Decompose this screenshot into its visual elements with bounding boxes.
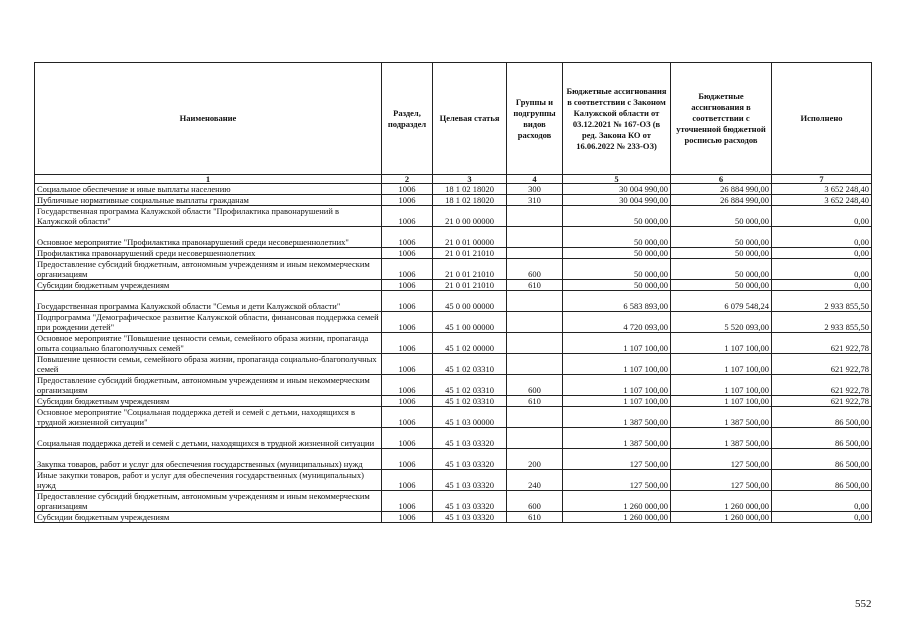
row-section-cell: 1006: [382, 333, 433, 354]
row-section-cell: 1006: [382, 259, 433, 280]
row-group-cell: 240: [507, 470, 563, 491]
row-refined-amount-cell: 50 000,00: [671, 259, 772, 280]
row-executed-amount-cell: 86 500,00: [772, 428, 872, 449]
row-refined-amount-cell: 50 000,00: [671, 206, 772, 227]
row-name-cell: Подпрограмма "Демографическое развитие Калужской области, финансовая поддержка семей при рождении детей": [35, 312, 382, 333]
row-target-cell: 45 1 00 00000: [433, 312, 507, 333]
row-refined-amount-cell: 127 500,00: [671, 470, 772, 491]
row-refined-amount-cell: 26 884 990,00: [671, 184, 772, 195]
row-refined-amount-cell: 1 107 100,00: [671, 333, 772, 354]
row-target-cell: 45 1 03 03320: [433, 491, 507, 512]
row-law-amount-cell: 30 004 990,00: [563, 184, 671, 195]
table-row: [35, 312, 872, 333]
header-name: Наименование: [35, 63, 382, 175]
row-section-cell: 1006: [382, 291, 433, 312]
row-group-cell: [507, 227, 563, 248]
row-group-cell: [507, 248, 563, 259]
row-law-amount-cell: 30 004 990,00: [563, 195, 671, 206]
row-name-cell: Предоставление субсидий бюджетным, автономным учреждениям и иным некоммерческим организациям: [35, 491, 382, 512]
column-number: 1: [35, 175, 382, 184]
column-number: 2: [382, 175, 433, 184]
row-law-amount-cell: 6 583 893,00: [563, 291, 671, 312]
row-group-cell: [507, 428, 563, 449]
row-refined-amount-cell: 1 260 000,00: [671, 512, 772, 523]
row-executed-amount-cell: 2 933 855,50: [772, 291, 872, 312]
header-row: [35, 63, 872, 175]
header-groups: Группы и подгруппы видов расходов: [507, 63, 563, 175]
row-executed-amount-cell: 3 652 248,40: [772, 195, 872, 206]
row-refined-amount-cell: 1 107 100,00: [671, 375, 772, 396]
row-section-cell: 1006: [382, 512, 433, 523]
row-refined-amount-cell: 26 884 990,00: [671, 195, 772, 206]
row-refined-amount-cell: 1 107 100,00: [671, 396, 772, 407]
row-section-cell: 1006: [382, 470, 433, 491]
row-name-cell: Закупка товаров, работ и услуг для обеспечения государственных (муниципальных) нужд: [35, 449, 382, 470]
row-law-amount-cell: 50 000,00: [563, 259, 671, 280]
row-name-cell: Социальная поддержка детей и семей с детьми, находящихся в трудной жизненной ситуации: [35, 428, 382, 449]
row-executed-amount-cell: 0,00: [772, 248, 872, 259]
row-executed-amount-cell: 621 922,78: [772, 375, 872, 396]
row-law-amount-cell: 127 500,00: [563, 449, 671, 470]
row-refined-amount-cell: 1 387 500,00: [671, 407, 772, 428]
row-target-cell: 21 0 00 00000: [433, 206, 507, 227]
row-target-cell: 21 0 01 00000: [433, 227, 507, 248]
row-name-cell: Основное мероприятие "Профилактика правонарушений среди несовершеннолетних": [35, 227, 382, 248]
row-section-cell: 1006: [382, 428, 433, 449]
row-group-cell: [507, 354, 563, 375]
row-law-amount-cell: 50 000,00: [563, 227, 671, 248]
row-law-amount-cell: 1 387 500,00: [563, 428, 671, 449]
row-law-amount-cell: 4 720 093,00: [563, 312, 671, 333]
row-executed-amount-cell: 3 652 248,40: [772, 184, 872, 195]
row-target-cell: 45 1 03 03320: [433, 449, 507, 470]
row-executed-amount-cell: 0,00: [772, 227, 872, 248]
row-executed-amount-cell: 86 500,00: [772, 449, 872, 470]
row-target-cell: 45 1 03 03320: [433, 512, 507, 523]
row-group-cell: [507, 407, 563, 428]
table-row: [35, 470, 872, 491]
row-section-cell: 1006: [382, 280, 433, 291]
row-section-cell: 1006: [382, 312, 433, 333]
row-group-cell: 600: [507, 491, 563, 512]
row-group-cell: [507, 291, 563, 312]
row-target-cell: 18 1 02 18020: [433, 184, 507, 195]
header-law-allocations: Бюджетные ассигнования в соответствии с Законом Калужской области от 03.12.2021 № 167-ОЗ (в ред. Закона КО от 16.06.2022 № 233-ОЗ): [563, 63, 671, 175]
row-executed-amount-cell: 86 500,00: [772, 407, 872, 428]
row-law-amount-cell: 1 107 100,00: [563, 354, 671, 375]
table-row: [35, 375, 872, 396]
row-section-cell: 1006: [382, 375, 433, 396]
table-row: [35, 259, 872, 280]
row-executed-amount-cell: 0,00: [772, 206, 872, 227]
row-name-cell: Государственная программа Калужской области "Профилактика правонарушений в Калужской области": [35, 206, 382, 227]
row-name-cell: Субсидии бюджетным учреждениям: [35, 280, 382, 291]
budget-table: [34, 62, 872, 523]
row-refined-amount-cell: 50 000,00: [671, 280, 772, 291]
row-executed-amount-cell: 86 500,00: [772, 470, 872, 491]
row-name-cell: Предоставление субсидий бюджетным, автономным учреждениям и иным некоммерческим организациям: [35, 375, 382, 396]
row-target-cell: 21 0 01 21010: [433, 248, 507, 259]
row-refined-amount-cell: 1 107 100,00: [671, 354, 772, 375]
row-target-cell: 18 1 02 18020: [433, 195, 507, 206]
row-group-cell: 600: [507, 259, 563, 280]
row-target-cell: 45 1 03 03320: [433, 470, 507, 491]
row-group-cell: [507, 206, 563, 227]
row-target-cell: 45 1 02 03310: [433, 354, 507, 375]
row-refined-amount-cell: 6 079 548,24: [671, 291, 772, 312]
row-name-cell: Субсидии бюджетным учреждениям: [35, 396, 382, 407]
row-law-amount-cell: 1 107 100,00: [563, 375, 671, 396]
row-law-amount-cell: 1 387 500,00: [563, 407, 671, 428]
table-row: [35, 491, 872, 512]
row-executed-amount-cell: 0,00: [772, 512, 872, 523]
row-executed-amount-cell: 0,00: [772, 491, 872, 512]
row-group-cell: 610: [507, 396, 563, 407]
row-section-cell: 1006: [382, 248, 433, 259]
table-row: [35, 195, 872, 206]
row-name-cell: Социальное обеспечение и иные выплаты населению: [35, 184, 382, 195]
row-target-cell: 45 0 00 00000: [433, 291, 507, 312]
row-law-amount-cell: 50 000,00: [563, 280, 671, 291]
row-executed-amount-cell: 0,00: [772, 259, 872, 280]
page-number: 552: [855, 598, 872, 610]
row-law-amount-cell: 1 260 000,00: [563, 512, 671, 523]
row-target-cell: 45 1 03 03320: [433, 428, 507, 449]
table-row: [35, 206, 872, 227]
row-law-amount-cell: 1 260 000,00: [563, 491, 671, 512]
row-refined-amount-cell: 50 000,00: [671, 227, 772, 248]
column-number-row: [35, 175, 872, 184]
row-section-cell: 1006: [382, 354, 433, 375]
row-group-cell: 610: [507, 280, 563, 291]
column-number: 4: [507, 175, 563, 184]
row-law-amount-cell: 50 000,00: [563, 206, 671, 227]
row-target-cell: 45 1 02 00000: [433, 333, 507, 354]
column-number: 7: [772, 175, 872, 184]
table-row: [35, 227, 872, 248]
row-group-cell: [507, 333, 563, 354]
row-section-cell: 1006: [382, 206, 433, 227]
row-executed-amount-cell: 621 922,78: [772, 354, 872, 375]
row-executed-amount-cell: 621 922,78: [772, 333, 872, 354]
row-target-cell: 21 0 01 21010: [433, 280, 507, 291]
row-group-cell: 200: [507, 449, 563, 470]
row-target-cell: 45 1 02 03310: [433, 375, 507, 396]
row-target-cell: 45 1 02 03310: [433, 396, 507, 407]
row-name-cell: Профилактика правонарушений среди несовершеннолетних: [35, 248, 382, 259]
row-name-cell: Иные закупки товаров, работ и услуг для обеспечения государственных (муниципальных) нужд: [35, 470, 382, 491]
header-section: Раздел, подраздел: [382, 63, 433, 175]
row-refined-amount-cell: 127 500,00: [671, 449, 772, 470]
header-executed: Исполнено: [772, 63, 872, 175]
row-group-cell: 310: [507, 195, 563, 206]
column-number: 5: [563, 175, 671, 184]
row-section-cell: 1006: [382, 195, 433, 206]
row-law-amount-cell: 50 000,00: [563, 248, 671, 259]
row-target-cell: 45 1 03 00000: [433, 407, 507, 428]
row-target-cell: 21 0 01 21010: [433, 259, 507, 280]
table-row: [35, 428, 872, 449]
header-target: Целевая статья: [433, 63, 507, 175]
row-group-cell: [507, 312, 563, 333]
row-group-cell: 610: [507, 512, 563, 523]
row-name-cell: Основное мероприятие "Повышение ценности семьи, семейного образа жизни, пропаганда опыта социально благополучных семей": [35, 333, 382, 354]
row-law-amount-cell: 127 500,00: [563, 470, 671, 491]
row-section-cell: 1006: [382, 227, 433, 248]
row-group-cell: 300: [507, 184, 563, 195]
row-name-cell: Субсидии бюджетным учреждениям: [35, 512, 382, 523]
column-number: 3: [433, 175, 507, 184]
row-refined-amount-cell: 1 260 000,00: [671, 491, 772, 512]
row-executed-amount-cell: 2 933 855,50: [772, 312, 872, 333]
row-name-cell: Предоставление субсидий бюджетным, автономным учреждениям и иным некоммерческим организациям: [35, 259, 382, 280]
row-section-cell: 1006: [382, 449, 433, 470]
table-row: [35, 280, 872, 291]
row-name-cell: Государственная программа Калужской области "Семья и дети Калужской области": [35, 291, 382, 312]
row-name-cell: Публичные нормативные социальные выплаты гражданам: [35, 195, 382, 206]
row-law-amount-cell: 1 107 100,00: [563, 396, 671, 407]
table-row: [35, 396, 872, 407]
header-refined-allocations: Бюджетные ассигнования в соответствии с уточненной бюджетной росписью расходов: [671, 63, 772, 175]
table-row: [35, 248, 872, 259]
row-executed-amount-cell: 621 922,78: [772, 396, 872, 407]
row-name-cell: Основное мероприятие "Социальная поддержка детей и семей с детьми, находящихся в трудной жизненной ситуации": [35, 407, 382, 428]
table-row: [35, 512, 872, 523]
table-row: [35, 291, 872, 312]
table-row: [35, 333, 872, 354]
row-refined-amount-cell: 50 000,00: [671, 248, 772, 259]
row-section-cell: 1006: [382, 491, 433, 512]
table-body: [35, 184, 872, 523]
table-row: [35, 184, 872, 195]
row-law-amount-cell: 1 107 100,00: [563, 333, 671, 354]
row-section-cell: 1006: [382, 396, 433, 407]
column-number: 6: [671, 175, 772, 184]
row-name-cell: Повышение ценности семьи, семейного образа жизни, пропаганда социально-благополучных семей: [35, 354, 382, 375]
row-section-cell: 1006: [382, 184, 433, 195]
row-executed-amount-cell: 0,00: [772, 280, 872, 291]
row-section-cell: 1006: [382, 407, 433, 428]
row-group-cell: 600: [507, 375, 563, 396]
table-row: [35, 449, 872, 470]
table-row: [35, 354, 872, 375]
table-row: [35, 407, 872, 428]
row-refined-amount-cell: 1 387 500,00: [671, 428, 772, 449]
row-refined-amount-cell: 5 520 093,00: [671, 312, 772, 333]
